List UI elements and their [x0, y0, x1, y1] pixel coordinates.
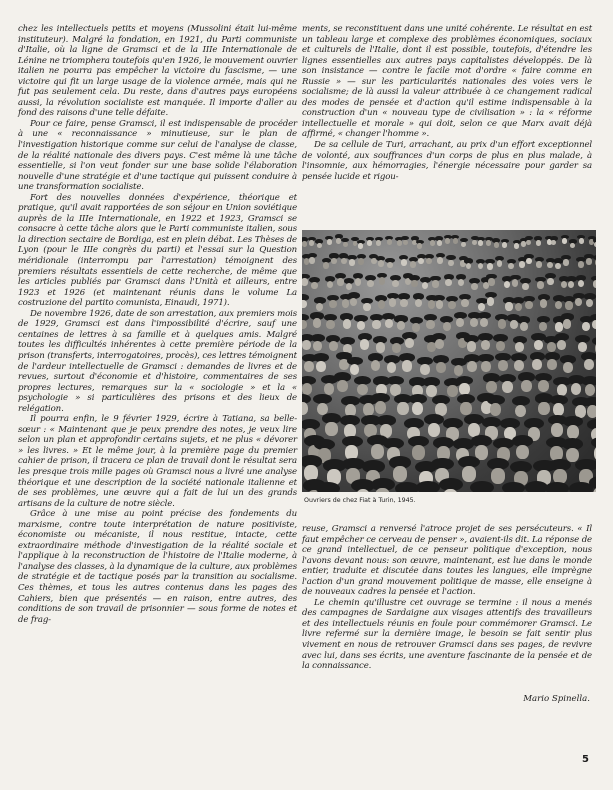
crowd-face — [515, 342, 524, 352]
crowd-face — [594, 242, 596, 248]
crowd-face — [403, 240, 408, 246]
crowd-face — [582, 322, 590, 331]
paragraph: De novembre 1926, date de son arrestation, aux premiers mois de 1929, Gramsci est dans l'impossibilité d'écrire, sauf une centaines de lettres à sa famille et à quelques amis. Malgré toutes les difficultés inhérentes à cette première période de la prison (transferts, interrogatoires, procès), ces lettres témoignent de l'ardeur intellectuelle de Gramsci : demandes de livres et de revues, surtout d'économie et d'histoire, commentaires de ses propres lectures, remarques sur la « sociologie » et la « psychologie » si particulières des prisons et des lieux de relégation. — [18, 308, 297, 414]
crowd-face — [437, 240, 442, 246]
crowd-face — [357, 321, 365, 330]
crowd-figure — [416, 481, 440, 492]
crowd-face — [551, 240, 556, 246]
crowd-face — [496, 341, 505, 351]
crowd-face — [337, 278, 344, 285]
photo-caption: Ouvriers de chez Fiat à Turin, 1945. — [304, 497, 416, 504]
crowd-face — [327, 239, 332, 245]
crowd-face — [502, 381, 513, 393]
crowd-face — [567, 425, 579, 439]
crowd-face — [557, 340, 566, 350]
crowd-face — [585, 384, 596, 396]
crowd-face — [555, 322, 563, 331]
crowd-face — [323, 262, 329, 269]
right-text-column-top — [302, 24, 592, 182]
crowd-face — [471, 283, 478, 290]
crowd-photograph — [302, 230, 596, 492]
crowd-face — [375, 401, 386, 414]
crowd-face — [497, 260, 503, 267]
crowd-face — [422, 282, 429, 289]
crowd-face — [462, 466, 476, 482]
crowd-face — [519, 261, 525, 268]
crowd-face — [448, 301, 455, 309]
crowd-face — [486, 381, 497, 393]
crowd-face — [454, 365, 464, 376]
crowd-face — [579, 238, 584, 244]
crowd-face — [522, 283, 529, 290]
crowd-face — [402, 360, 412, 371]
crowd-face — [587, 405, 596, 418]
crowd-face — [595, 343, 596, 353]
crowd-face — [551, 423, 563, 437]
crowd-figure — [470, 481, 494, 492]
crowd-face — [555, 301, 562, 309]
crowd-face — [540, 299, 547, 307]
crowd-face — [594, 446, 596, 461]
crowd-face — [375, 488, 390, 492]
crowd-face — [387, 262, 393, 269]
crowd-face — [563, 319, 571, 328]
crowd-face — [417, 243, 422, 249]
crowd-face — [539, 322, 547, 331]
crowd-face — [461, 242, 466, 248]
crowd-face — [521, 380, 532, 392]
crowd-face — [343, 319, 351, 328]
crowd-face — [575, 298, 582, 306]
crowd-face — [562, 238, 567, 244]
crowd-face — [367, 240, 372, 246]
crowd-face — [325, 422, 337, 436]
crowd-face — [514, 243, 519, 249]
crowd-face — [343, 242, 348, 248]
right-text-column-bottom — [302, 524, 592, 672]
crowd-face — [324, 383, 335, 395]
crowd-face — [392, 343, 401, 353]
crowd-face — [378, 300, 385, 308]
crowd-face — [494, 242, 499, 248]
crowd-face — [561, 281, 568, 288]
crowd-face — [578, 261, 584, 268]
crowd-face — [547, 262, 553, 269]
paragraph: Il pourra enfin, le 9 février 1929, écrire à Tatiana, sa belle-sœur : « Maintenant que je peux prendre des notes, je veux lire selon un plan et approfondir certains sujets, et ne plus « dévorer » les livres. » Et le même jour, à la première page du premier cahier de prison, il tracera ce plan de travail dont le résultat sera les presque trois mille pages où Gramsci nous a livré une analyse théorique et une description de la société nationale italienne et de ses problèmes, une œuvre qui a fait de lui un des grands artisans de la culture de notre siècle. — [18, 414, 297, 509]
crowd-face — [568, 281, 575, 288]
crowd-face — [401, 259, 407, 266]
crowd-face — [331, 258, 337, 265]
paragraph: Grâce à une mise au point précise des fondements du marxisme, contre toute interprétation de nature positiviste, économiste ou mécaniste, il nous restitue, intacte, cette extraordinaire méthode d'investigation de la réalité sociale et l'applique à la reconstruction de l'histoire de l'Italie moderne, à l'analyse des classes, à la dynamique de la culture, aux problèmes de stratégie et de tactique posés par la transition au socialisme. Ces thèmes, et tous les autres contenus dans les pages des Cahiers, bien que présentés — en raison, entre autres, des conditions de son travail de prisonnier — sous forme de notes et de frag- — [18, 509, 297, 625]
crowd-face — [363, 403, 374, 416]
crowd-face — [397, 240, 402, 246]
crowd-face — [316, 361, 326, 372]
crowd-figure — [502, 482, 526, 493]
crowd-face — [445, 238, 450, 244]
crowd-face — [584, 359, 594, 370]
crowd-face — [443, 322, 451, 331]
paragraph: De sa cellule de Turi, arrachant, au prix d'un effort exceptionnel de volonté, aux souffrances d'un corps de plus en plus malade, à l'insomnie, aux hémorragies, l'énergie nécessaire pour garder sa pensée lucide et rigou- — [302, 140, 592, 182]
crowd-face — [309, 257, 315, 264]
crowd-face — [481, 361, 491, 372]
crowd-face — [411, 280, 418, 287]
crowd-face — [430, 240, 435, 246]
crowd-face — [363, 303, 370, 311]
crowd-face — [436, 362, 446, 373]
crowd-face — [486, 240, 491, 246]
crowd-face — [534, 340, 543, 350]
crowd-face — [389, 298, 396, 306]
crowd-face — [311, 282, 318, 289]
paragraph: Pour ce faire, pense Gramsci, il est indispensable de procéder à une « reconnaissance » minutieuse, sur le plan de l'investigation historique comme sur celui de l'analyse de classe, de la réalité nationale des divers pays. C'est même là une tâche essentielle, si l'on veut fonder sur une base solide l'élaboration nouvelle d'une stratégie et d'une tactique qui puissent conduire à une transformation socialiste. — [18, 118, 297, 193]
crowd-face — [460, 402, 471, 415]
crowd-face — [342, 299, 349, 307]
crowd-face — [337, 380, 348, 392]
crowd-face — [498, 360, 508, 371]
crowd-face — [432, 280, 439, 287]
crowd-face — [547, 359, 557, 370]
crowd-face — [472, 240, 477, 246]
crowd-face — [410, 261, 416, 268]
crowd-face — [458, 279, 465, 286]
crowd-face — [392, 280, 399, 287]
crowd-figure — [316, 482, 340, 492]
crowd-face — [487, 263, 493, 270]
crowd-face — [526, 258, 532, 265]
crowd-face — [327, 281, 334, 288]
crowd-face — [405, 338, 414, 348]
crowd-face — [415, 299, 422, 307]
crowd-face — [505, 302, 512, 310]
crowd-face — [435, 339, 444, 349]
crowd-face — [346, 283, 353, 290]
crowd-face — [304, 361, 314, 372]
crowd-face — [448, 260, 454, 267]
crowd-face — [371, 444, 384, 459]
crowd-face — [563, 362, 573, 373]
crowd-face — [571, 383, 582, 395]
crowd-face — [461, 299, 468, 307]
crowd-face — [490, 403, 501, 416]
crowd-face — [393, 466, 407, 482]
crowd-face — [316, 303, 323, 311]
crowd-face — [538, 380, 549, 392]
crowd-face — [376, 240, 381, 246]
crowd-face — [565, 301, 572, 309]
crowd-face — [428, 423, 440, 437]
crowd-face — [379, 277, 386, 284]
crowd-face — [313, 318, 321, 327]
crowd-face — [387, 239, 392, 245]
crowd-face — [478, 263, 484, 270]
crowd-face — [508, 263, 514, 270]
crowd-face — [329, 300, 336, 308]
crowd-face — [504, 281, 511, 288]
crowd-face — [570, 243, 575, 249]
crowd-face — [514, 360, 524, 371]
crowd-face — [412, 323, 420, 332]
crowd-face — [400, 299, 407, 307]
crowd-face — [453, 238, 458, 244]
crowd-face — [502, 242, 507, 248]
crowd-face — [436, 300, 443, 308]
crowd-face — [447, 385, 458, 397]
crowd-face — [586, 299, 593, 307]
crowd-face — [478, 303, 485, 311]
crowd-face — [412, 445, 425, 460]
crowd-face — [555, 263, 561, 270]
crowd-face — [516, 445, 529, 460]
crowd-face — [376, 342, 385, 352]
crowd-face — [309, 240, 314, 246]
crowd-face — [418, 258, 424, 265]
page-number: 5 — [582, 754, 589, 765]
author-signature: Mario Spinella. — [523, 694, 590, 704]
crowd-face — [397, 402, 408, 415]
crowd-face — [526, 240, 531, 246]
crowd-face — [350, 298, 357, 306]
crowd-face — [520, 322, 528, 331]
crowd-face — [372, 320, 380, 329]
crowd-face — [437, 257, 443, 264]
crowd-face — [445, 279, 452, 286]
crowd-face — [302, 320, 307, 329]
paragraph: chez les intellectuels petits et moyens (Mussolini était lui-même instituteur). Malgré la fondation, en 1921, du Parti communiste d'Italie, où la ligne de Gramsci et de la IIIe Internationale de Lénine ne triomphera toutefois qu'en 1926, le mouvement ouvrier italien ne pourra pas empêcher la victoire du fascisme, — une victoire qui fit un large usage de la violence armée, mais qui ne fut pas seulement cela. Du reste, dans d'autres pays européens aussi, la révolution socialiste est manquée. Il importe d'aller au fond des raisons d'une telle défaite. — [18, 24, 298, 119]
crowd-face — [593, 280, 596, 287]
crowd-face — [317, 243, 322, 249]
crowd-face — [481, 340, 490, 350]
crowd-face — [302, 300, 307, 308]
crowd-face — [385, 319, 393, 328]
crowd-face — [357, 384, 368, 396]
paragraph: reuse, Gramsci a renversé l'atroce projet de ses persécuteurs. « Il faut empêcher ce cerveau de penser », avaient-ils dit. La réponse de ce grand intellectuel, de ce penseur politique d'exception, nous l'avons devant nous: son œuvre, maintenant, est lue dans le monde entier, traduite et discutée dans toutes les langues, elle imprègne l'action d'un grand mouvement politique de masse, elle enseigne à de nouveaux cadres la pensée et l'action. — [302, 524, 592, 598]
crowd-face — [515, 303, 522, 311]
crowd-face — [512, 279, 519, 286]
crowd-face — [302, 402, 308, 415]
crowd-face — [491, 468, 505, 484]
crowd-face — [428, 300, 435, 308]
crowd-face — [498, 319, 506, 328]
crowd-face — [358, 258, 364, 265]
crowd-face — [350, 364, 360, 375]
crowd-face — [536, 261, 542, 268]
crowd-face — [478, 240, 483, 246]
paragraph: ments, se reconstituent dans une unité cohérente. Le résultat en est un tableau large et complexe des problèmes économiques, sociaux et culturels de l'Italie, dont il est possible, toutefois, d'étendre les lignes essentielles aux autres pays capitalistes développés. De là son insistance — contre le facile mot d'ordre « faire comme en Russie » — sur les particularités nationales des voies vers le socialisme; de là aussi la valeur attribuée à ce changement radical des modes de pensée et d'action qu'il estime indispensable à la construction d'un « nouveau type de civilisation » : la « réforme intellectuelle et morale » qui doit, selon ce que Marx avait déjà affirmé, « changer l'homme ». — [302, 24, 592, 140]
crowd-face — [525, 301, 532, 309]
crowd-face — [480, 318, 488, 327]
crowd-face — [537, 281, 544, 288]
crowd-face — [547, 278, 554, 285]
crowd-face — [426, 258, 432, 265]
crowd-face — [470, 318, 478, 327]
crowd-face — [387, 362, 397, 373]
crowd-face — [420, 364, 430, 375]
crowd-face — [592, 320, 596, 329]
crowd-face — [302, 278, 308, 285]
crowd-face — [341, 258, 347, 265]
crowd-face — [367, 280, 374, 287]
crowd-face — [578, 280, 585, 287]
crowd-face — [456, 318, 464, 327]
crowd-face — [595, 259, 596, 266]
crowd-face — [412, 402, 423, 415]
crowd-face — [355, 278, 362, 285]
crowd-face — [515, 405, 526, 418]
crowd-face — [466, 263, 472, 270]
paragraph: Fort des nouvelles données d'expérience, théorique et pratique, qu'il avait rapportées de son séjour en Union soviétique auprès de la IIIe Internationale, en 1922 et 1923, Gramsci se consacre à cette tâche alors que le Parti communiste italien, sous la direction sectaire de Bordiga, est en plein débat. Les Thèses de Lyon (pour le IIIe congrès du parti) et l'essai sur la Question méridionale (interrompu par l'arrestation) témoignent des premiers résultats essentiels de cette recherche, de même que les articles publiés par Gramsci dans l'Unità et ailleurs, entre 1923 et 1926 (et maintenant réunis dans le volume La costruzione del partito comunista, Einaudi, 1971). — [18, 192, 297, 309]
crowd-face — [358, 243, 363, 249]
crowd-face — [426, 320, 434, 329]
crowd-figure — [545, 482, 569, 492]
crowd-face — [538, 402, 549, 415]
crowd-face — [536, 240, 541, 246]
crowd-face — [329, 341, 338, 351]
crowd-face — [360, 339, 369, 349]
paragraph: Le chemin qu'illustre cet ouvrage se termine : il nous a menés des campagnes de Sardaigne aux visages attentifs des travailleurs et des intellectuels réunis en foule pour commémorer Gramsci. Le livre refermé sur la dernière image, le besoin se fait sentir plus vivement en nous de retrouver Gramsci dans ses pages, de revivre avec lui, dans ses écrits, une aventure fascinante de la pensée et de la connaissance. — [302, 597, 592, 672]
crowd-face — [532, 359, 542, 370]
crowd-face — [313, 341, 322, 351]
crowd-face — [397, 321, 405, 330]
crowd-face — [467, 361, 477, 372]
crowd-face — [578, 342, 587, 352]
crowd-face — [563, 259, 569, 266]
crowd-face — [326, 320, 334, 329]
crowd-face — [488, 278, 495, 285]
crowd-face — [371, 360, 381, 371]
crowd-face — [547, 342, 556, 352]
crowd-face — [467, 341, 476, 351]
left-text-column — [18, 24, 297, 625]
crowd-face — [302, 340, 311, 350]
crowd-face — [349, 259, 355, 266]
crowd-face — [378, 260, 384, 267]
crowd-face — [487, 297, 494, 305]
crowd-face — [586, 258, 592, 265]
crowd-face — [302, 241, 307, 247]
